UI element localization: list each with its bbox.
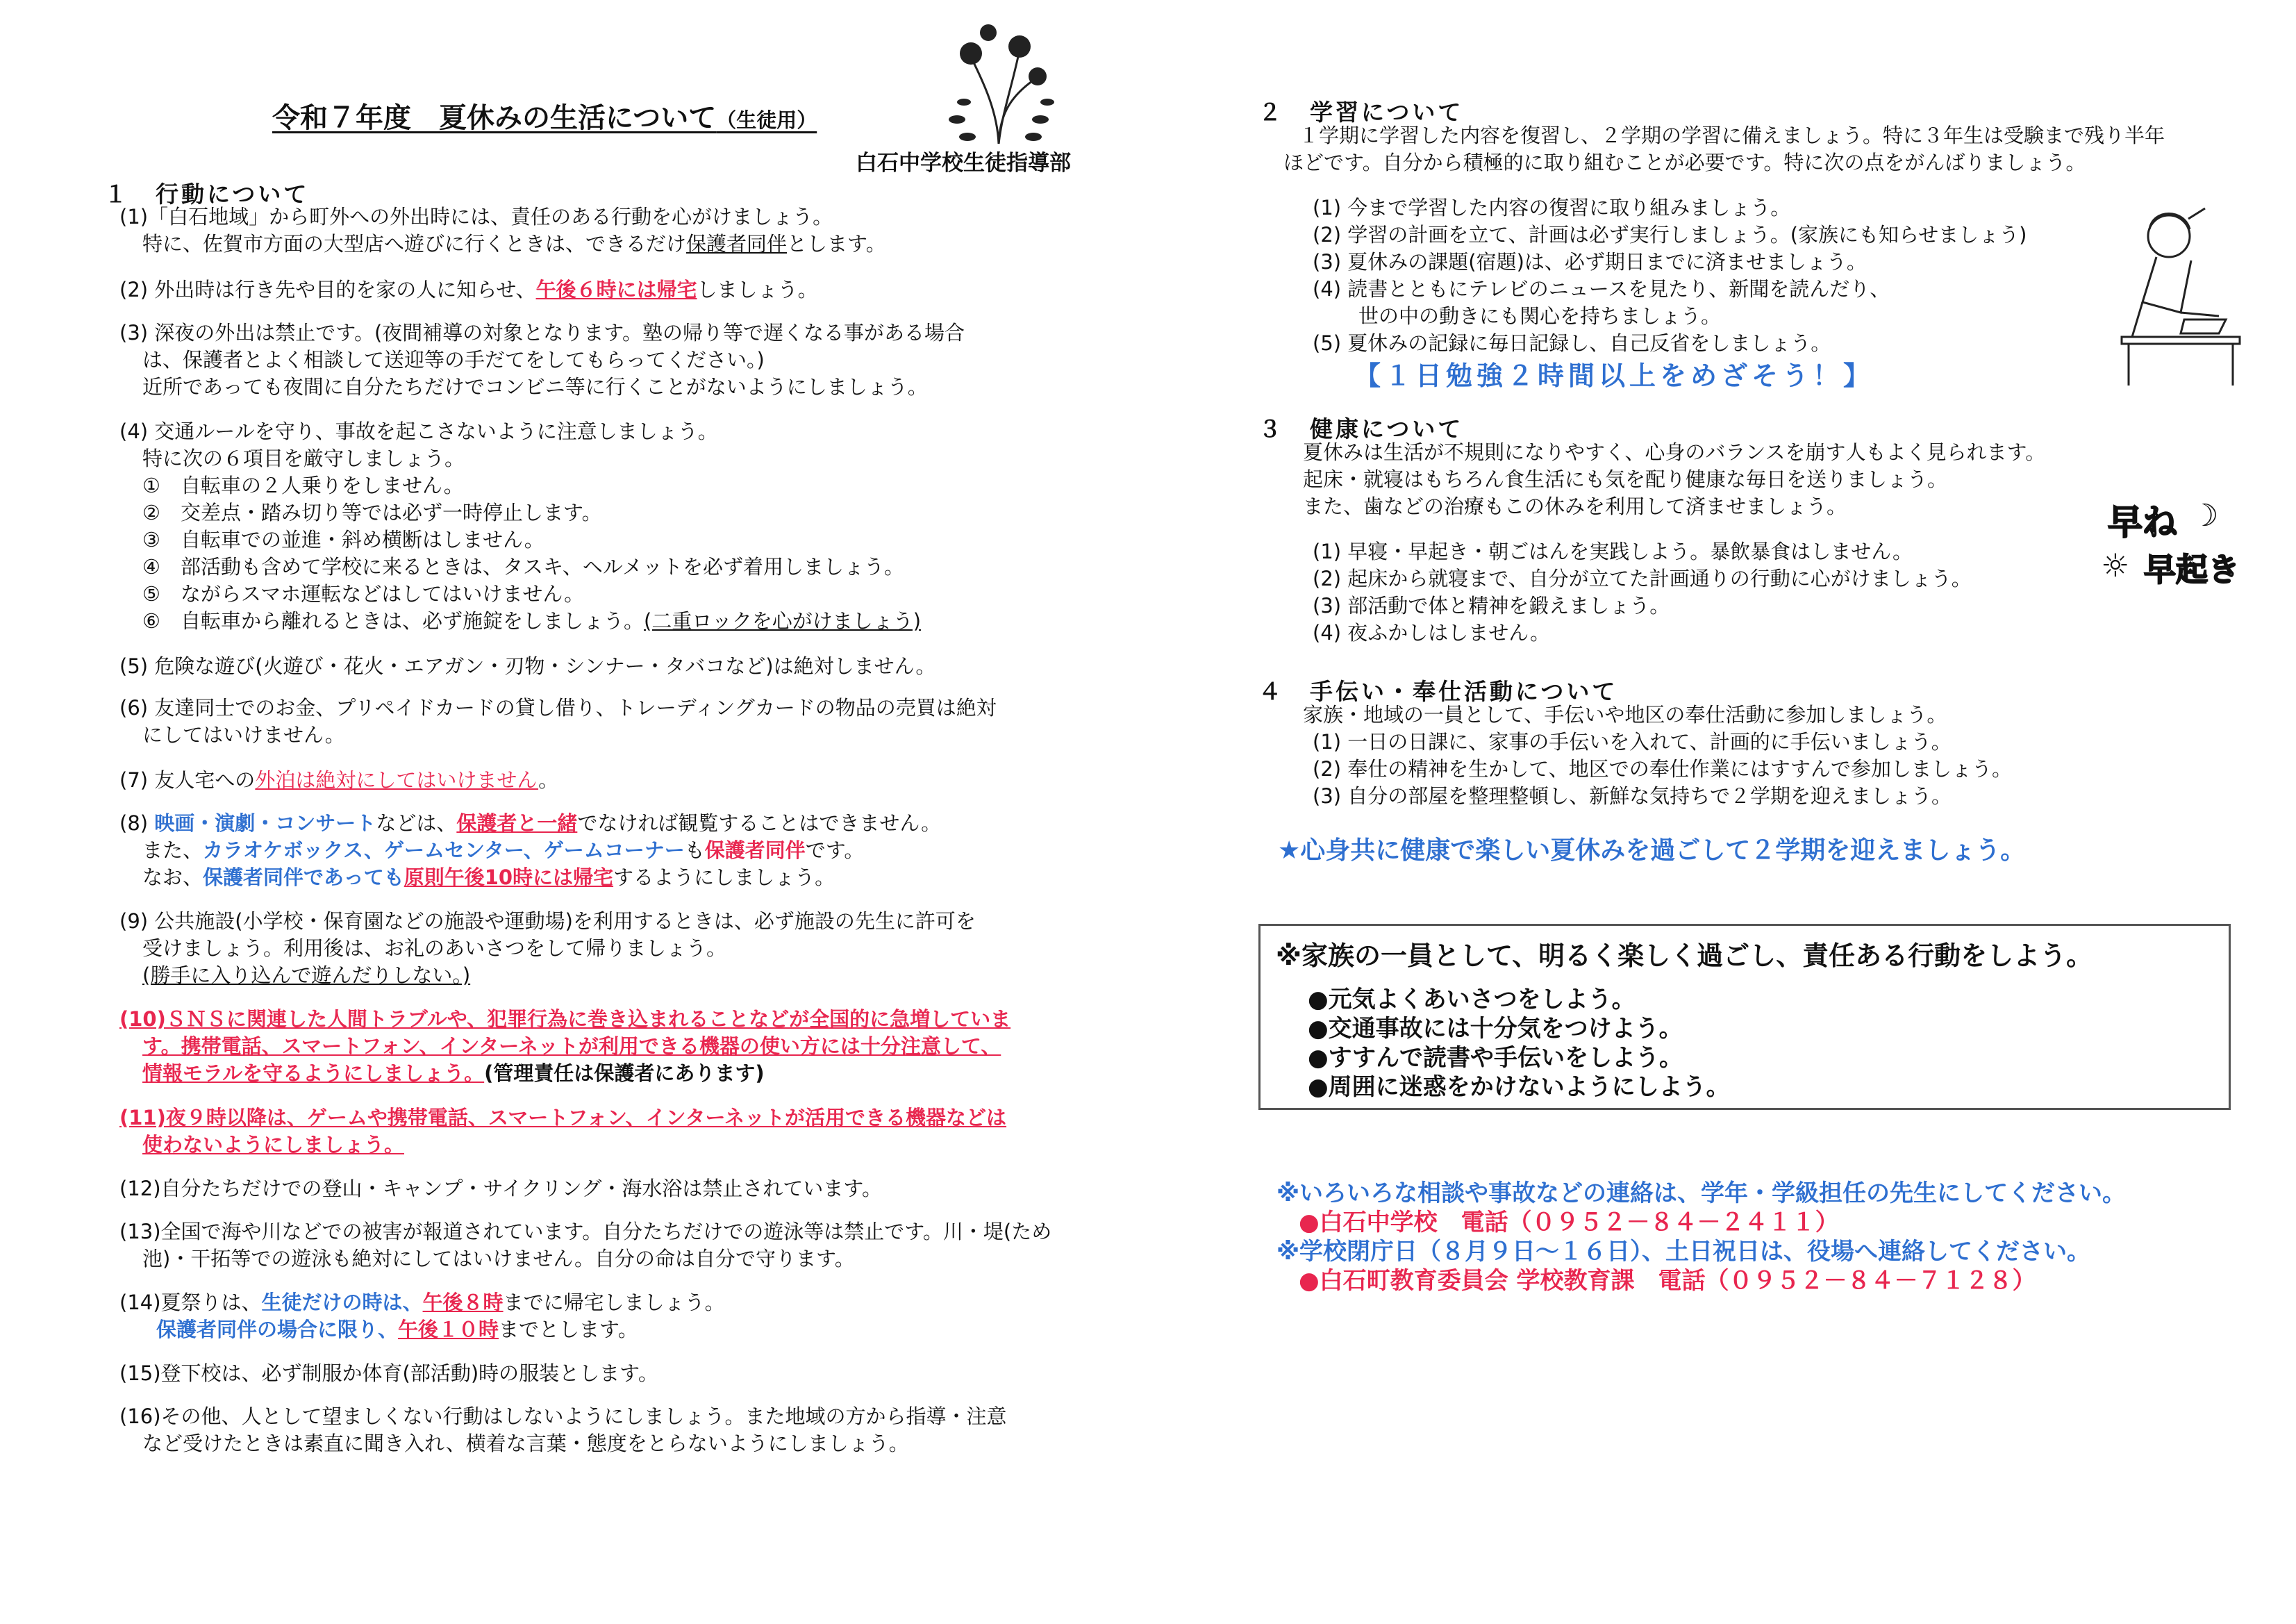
box-heading: ※家族の一員として、明るく楽しく過ごし、責任ある行動をしよう。 bbox=[1276, 941, 2093, 971]
sun-icon: ☼ bbox=[2101, 547, 2130, 584]
study-item-2: (2) 学習の計画を立て、計画は必ず実行しましょう。(家族にも知らせましょう) bbox=[1313, 223, 2027, 247]
health-item-2: (2) 起床から就寝まで、自分が立てた計画通りの行動に心がけましょう。 bbox=[1313, 567, 1972, 590]
rule-11-line1: (11)夜９時以降は、ゲームや携帯電話、スマートフォン、インターネットが活用できる機器などは bbox=[119, 1106, 1007, 1129]
rule-8-line1: (8) 映画・演劇・コンサートなどは、保護者と一緒でなければ観覧することはできません。 bbox=[119, 811, 942, 835]
studying-girl-illustration bbox=[2115, 198, 2247, 389]
help-item-3: (3) 自分の部屋を整理整頓し、新鮮な気持ちで２学期を迎えましょう。 bbox=[1313, 784, 1952, 808]
rule-14-line2: 保護者同伴の場合に限り、午後１０時までとします。 bbox=[156, 1318, 638, 1341]
box-item: ●すすんで読書や手伝いをしよう。 bbox=[1308, 1044, 1683, 1072]
health-item-3: (3) 部活動で体と精神を鍛えましょう。 bbox=[1313, 594, 1670, 618]
board-phone: ●白石町教育委員会 学校教育課 電話（０９５２－８４－７１２８） bbox=[1299, 1267, 2036, 1295]
section-3-heading: ３ 健康について bbox=[1258, 415, 1464, 442]
health-item-4: (4) 夜ふかしはしません。 bbox=[1313, 621, 1551, 645]
rule-13-line2: 池)・干拓等での遊泳も絶対にしてはいけません。自分の命は自分で守ります。 bbox=[142, 1247, 855, 1270]
rule-13-line1: (13)全国で海や川などでの被害が報道されています。自分たちだけでの遊泳等は禁止です。川・堤(ため bbox=[119, 1220, 1052, 1243]
study-item-5: (5) 夏休みの記録に毎日記録し、自己反省をしましょう。 bbox=[1313, 331, 1831, 355]
section-4-heading: ４ 手伝い・奉仕活動について bbox=[1258, 678, 1618, 705]
box-item: ●交通事故には十分気をつけよう。 bbox=[1308, 1015, 1683, 1043]
rule-3-line3: 近所であっても夜間に自分たちだけでコンビニ等に行くことがないようにしましょう。 bbox=[142, 375, 928, 399]
help-item-2: (2) 奉仕の精神を生かして、地区での奉仕作業にはすすんで参加しましょう。 bbox=[1313, 757, 2013, 781]
rule-3-line2: は、保護者とよく相談して送迎等の手だてをしてもらってください。) bbox=[142, 348, 765, 372]
rule-11-line2: 使わないようにしましょう。 bbox=[142, 1133, 405, 1157]
study-item-4-line2: 世の中の動きにも関心を持ちましょう。 bbox=[1358, 304, 1722, 328]
health-intro-line2: 起床・就寝はもちろん食生活にも気を配り健康な毎日を送りましょう。 bbox=[1303, 467, 1948, 491]
study-item-3: (3) 夏休みの課題(宿題)は、必ず期日までに済ませましょう。 bbox=[1313, 250, 1867, 274]
contact-note: ※いろいろな相談や事故などの連絡は、学年・学級担任の先生にしてください。 bbox=[1276, 1179, 2127, 1207]
family-conduct-box bbox=[1258, 924, 2231, 1110]
rule-8-line2: また、カラオケボックス、ゲームセンター、ゲームコーナーも保護者同伴です。 bbox=[142, 838, 865, 862]
rule-15: (15)登下校は、必ず制服か体育(部活動)時の服装とします。 bbox=[119, 1361, 658, 1385]
badge-wake-text: 早起き bbox=[2144, 551, 2240, 588]
study-intro-line2: ほどです。自分から積極的に取り組むことが必要です。特に次の点をがんばりましょう。 bbox=[1283, 151, 2086, 174]
help-item-1: (1) 一日の日課に、家事の手伝いを入れて、計画的に手伝いましょう。 bbox=[1313, 730, 1952, 754]
traffic-rule-1: ① 自転車の２人乗りをしません。 bbox=[142, 474, 464, 497]
rule-9-line3: (勝手に入り込んで遊んだりしない。) bbox=[142, 963, 471, 987]
rule-5: (5) 危険な遊び(火遊び・花火・エアガン・刃物・シンナー・タバコなど)は絶対しません。 bbox=[119, 654, 936, 678]
box-item: ●周囲に迷惑をかけないようにしよう。 bbox=[1308, 1073, 1730, 1101]
traffic-rule-2: ② 交差点・踏み切り等では必ず一時停止します。 bbox=[142, 501, 602, 524]
box-item: ●元気よくあいさつをしよう。 bbox=[1308, 986, 1636, 1013]
traffic-rule-4: ④ 部活動も含めて学校に来るときは、タスキ、ヘルメットを必ず着用しましょう。 bbox=[142, 555, 904, 579]
rule-16-line1: (16)その他、人として望ましくない行動はしないようにしましょう。また地域の方から指導・注意 bbox=[119, 1405, 1007, 1428]
study-item-4-line1: (4) 読書とともにテレビのニュースを見たり、新聞を読んだり、 bbox=[1313, 277, 1890, 301]
rule-16-line2: など受けたときは素直に聞き入れ、横着な言葉・態度をとらないようにしましょう。 bbox=[142, 1432, 909, 1455]
section-1-heading: １ 行動について bbox=[104, 181, 310, 208]
closing-message: ★心身共に健康で楽しい夏休みを過ごして２学期を迎えましょう。 bbox=[1278, 836, 2026, 865]
health-intro-line1: 夏休みは生活が不規則になりやすく、心身のバランスを崩す人もよく見られます。 bbox=[1303, 440, 2046, 464]
rule-4-line1: (4) 交通ルールを守り、事故を起こさないように注意しましょう。 bbox=[119, 420, 718, 443]
rule-6-line2: にしてはいけません。 bbox=[142, 723, 345, 747]
badge-sleep-text: 早ね bbox=[2108, 502, 2177, 542]
moon-icon: ☽ bbox=[2191, 498, 2219, 533]
rule-14-line1: (14)夏祭りは、生徒だけの時は、午後８時までに帰宅しましょう。 bbox=[119, 1291, 725, 1314]
flower-illustration bbox=[936, 15, 1061, 147]
early-sleep-badge bbox=[2101, 495, 2240, 599]
health-intro-line3: また、歯などの治療もこの休みを利用して済ませましょう。 bbox=[1303, 495, 1847, 518]
traffic-rule-3: ③ 自転車での並進・斜め横断はしません。 bbox=[142, 528, 544, 552]
help-intro: 家族・地域の一員として、手伝いや地区の奉仕活動に参加しましょう。 bbox=[1303, 703, 1947, 727]
rule-10-line3: 情報モラルを守るようにしましょう。(管理責任は保護者にあります) bbox=[142, 1061, 765, 1085]
rule-3-line1: (3) 深夜の外出は禁止です。(夜間補導の対象となります。塾の帰り等で遅くなる事がある場合 bbox=[119, 321, 965, 345]
rule-10-line1: (10)ＳＮＳに関連した人間トラブルや、犯罪行為に巻き込まれることなどが全国的に急増していま bbox=[119, 1007, 1011, 1031]
rule-9-line1: (9) 公共施設(小学校・保育園などの施設や運動場)を利用するときは、必ず施設の先生に許可を bbox=[119, 909, 976, 933]
rule-8-line3: なお、保護者同伴であっても原則午後10時には帰宅するようにしましょう。 bbox=[142, 865, 835, 889]
section-2-heading: ２ 学習について bbox=[1258, 99, 1464, 126]
rule-1-line1: (1)「白石地域」から町外への外出時には、責任のある行動を心がけましょう。 bbox=[119, 205, 833, 229]
rule-4-line2: 特に次の６項目を厳守しましょう。 bbox=[142, 447, 465, 470]
rule-6-line1: (6) 友達同士でのお金、プリペイドカードの貸し借り、トレーディングカードの物品の売買は絶対 bbox=[119, 696, 997, 720]
closure-note: ※学校閉庁日（８月９日～１６日）、土日祝日は、役場へ連絡してください。 bbox=[1276, 1238, 2091, 1266]
rule-7: (7) 友人宅への外泊は絶対にしてはいけません。 bbox=[119, 768, 559, 792]
rule-10-line2: す。携帯電話、スマートフォン、インターネットが利用できる機器の使い方には十分注意して、 bbox=[142, 1034, 1001, 1058]
org-name: 白石中学校生徒指導部 bbox=[856, 151, 1071, 176]
study-goal: 【１日勉強２時間以上をめざそう！】 bbox=[1354, 361, 1874, 391]
study-intro-line1: １学期に学習した内容を復習し、２学期の学習に備えましょう。特に３年生は受験まで残り半年 bbox=[1299, 124, 2165, 147]
rule-1-line2: 特に、佐賀市方面の大型店へ遊びに行くときは、できるだけ保護者同伴とします。 bbox=[142, 232, 886, 256]
rule-2: (2) 外出時は行き先や目的を家の人に知らせ、午後６時には帰宅しましょう。 bbox=[119, 278, 818, 301]
study-item-1: (1) 今まで学習した内容の復習に取り組みましょう。 bbox=[1313, 196, 1791, 219]
rule-12: (12)自分たちだけでの登山・キャンプ・サイクリング・海水浴は禁止されています。 bbox=[119, 1177, 883, 1200]
school-phone: ●白石中学校 電話（０９５２－８４－２４１１） bbox=[1299, 1209, 1839, 1236]
traffic-rule-6: ⑥ 自転車から離れるときは、必ず施錠をしましょう。(二重ロックを心がけましょう) bbox=[142, 609, 922, 633]
rule-9-line2: 受けましょう。利用後は、お礼のあいさつをして帰りましょう。 bbox=[142, 936, 727, 960]
health-item-1: (1) 早寝・早起き・朝ごはんを実践しよう。暴飲暴食はしません。 bbox=[1313, 540, 1913, 563]
page-title: 令和７年度 夏休みの生活について（生徒用） bbox=[272, 102, 817, 134]
traffic-rule-5: ⑤ ながらスマホ運転などはしてはいけません。 bbox=[142, 582, 585, 606]
